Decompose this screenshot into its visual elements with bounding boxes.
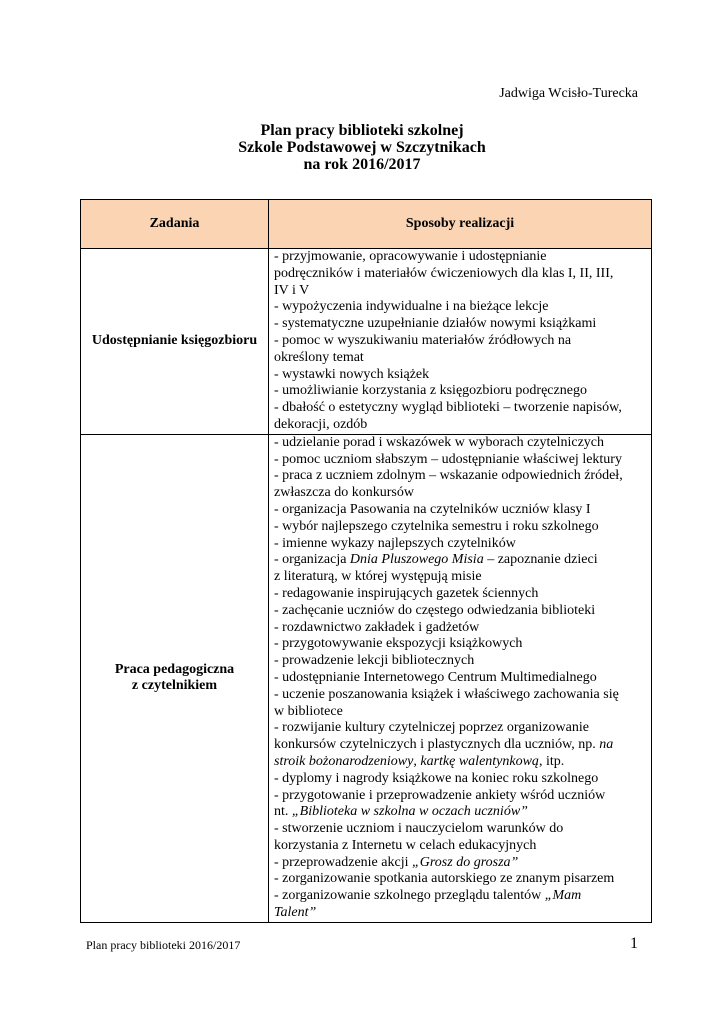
- list-item: w bibliotece: [274, 703, 343, 719]
- list-item: nt. „Biblioteka w szkolna w oczach uczniów”: [274, 804, 528, 820]
- list-item: - stworzenie uczniom i nauczycielom warunków do: [274, 821, 564, 837]
- list-item: - dbałość o estetyczny wygląd biblioteki – tworzenie napisów,: [274, 400, 622, 416]
- list-item: zwłaszcza do konkursów: [274, 485, 414, 501]
- list-item: - organizacja Dnia Pluszowego Misia – zapoznanie dzieci: [274, 552, 598, 568]
- table-header-row: [81, 200, 652, 249]
- list-item: korzystania z Internetu w celach edukacyjnych: [274, 837, 537, 853]
- list-item: - udostępnianie Internetowego Centrum Multimedialnego: [274, 669, 597, 685]
- document-title: [0, 122, 724, 173]
- list-item: konkursów czytelniczych i plastycznych dla uczniów, np. na: [274, 737, 614, 753]
- methods-cell: [269, 434, 652, 922]
- list-item: - przeprowadzenie akcji „Grosz do grosza”: [274, 854, 519, 870]
- list-item: - prowadzenie lekcji bibliotecznych: [274, 653, 475, 669]
- table-row: [81, 434, 652, 922]
- header-methods: Sposoby realizacji: [269, 200, 652, 249]
- page-number: 1: [630, 935, 638, 952]
- list-item: - pomoc w wyszukiwaniu materiałów źródłowych na: [274, 332, 572, 348]
- list-item: podręczników i materiałów ćwiczeniowych dla klas I, II, III,: [274, 265, 614, 281]
- author-name: Jadwiga Wcisło-Turecka: [499, 86, 638, 101]
- title-line-1: Plan pracy biblioteki szkolnej: [260, 122, 464, 139]
- list-item: - udzielanie porad i wskazówek w wyborach czytelniczych: [274, 434, 605, 450]
- methods-cell: [269, 249, 652, 435]
- list-item: dekoracji, ozdób: [274, 416, 368, 432]
- list-item: z literaturą, w której występują misie: [274, 569, 482, 585]
- list-item: - imienne wykazy najlepszych czytelników: [274, 535, 516, 551]
- list-item: - wybór najlepszego czytelnika semestru i roku szkolnego: [274, 518, 599, 534]
- list-item: - zachęcanie uczniów do częstego odwiedzania biblioteki: [274, 602, 596, 618]
- list-item: - redagowanie inspirujących gazetek ściennych: [274, 585, 539, 601]
- list-item: - przygotowanie i przeprowadzenie ankiety wśród uczniów: [274, 787, 606, 803]
- list-item: - przygotowywanie ekspozycji książkowych: [274, 636, 523, 652]
- title-line-2: Szkole Podstawowej w Szczytnikach: [238, 139, 486, 156]
- list-item: - rozdawnictwo zakładek i gadżetów: [274, 619, 480, 635]
- task-cell: [81, 249, 269, 435]
- list-item: - umożliwianie korzystania z księgozbioru podręcznego: [274, 383, 587, 399]
- list-item: - dyplomy i nagrody książkowe na koniec roku szkolnego: [274, 770, 599, 786]
- list-item: - przyjmowanie, opracowywanie i udostępnianie: [274, 249, 547, 264]
- table-row: [81, 249, 652, 435]
- task-label-line-1: Udostępnianie księgozbioru: [91, 333, 258, 349]
- list-item: - wypożyczenia indywidualne i na bieżące lekcje: [274, 299, 549, 315]
- list-item: - zorganizowanie szkolnego przeglądu talentów „Mam: [274, 888, 582, 904]
- list-item: - zorganizowanie spotkania autorskiego ze znanym pisarzem: [274, 871, 615, 887]
- footer-title: Plan pracy biblioteki 2016/2017: [86, 938, 241, 952]
- list-item: - organizacja Pasowania na czytelników uczniów klasy I: [274, 501, 591, 517]
- title-line-3: na rok 2016/2017: [303, 156, 421, 173]
- list-item: IV i V: [274, 282, 310, 298]
- task-label-line-1: Praca pedagogiczna: [114, 662, 235, 678]
- header-tasks: Zadania: [81, 200, 269, 249]
- list-item: - rozwijanie kultury czytelniczej poprzez organizowanie: [274, 720, 589, 736]
- list-item: stroik bożonarodzeniowy, kartkę walentynkową, itp.: [274, 753, 565, 769]
- list-item: określony temat: [274, 349, 364, 365]
- list-item: Talent”: [274, 905, 317, 921]
- list-item: - systematyczne uzupełnianie działów nowymi książkami: [274, 316, 597, 332]
- task-cell: [81, 434, 269, 922]
- task-label-line-2: z czytelnikiem: [131, 678, 218, 694]
- plan-table: [80, 199, 652, 923]
- list-item: - pomoc uczniom słabszym – udostępnianie właściwej lektury: [274, 451, 622, 467]
- list-item: - wystawki nowych książek: [274, 366, 430, 382]
- list-item: - praca z uczniem zdolnym – wskazanie odpowiednich źródeł,: [274, 468, 623, 484]
- list-item: - uczenie poszanowania książek i właściwego zachowania się: [274, 686, 619, 702]
